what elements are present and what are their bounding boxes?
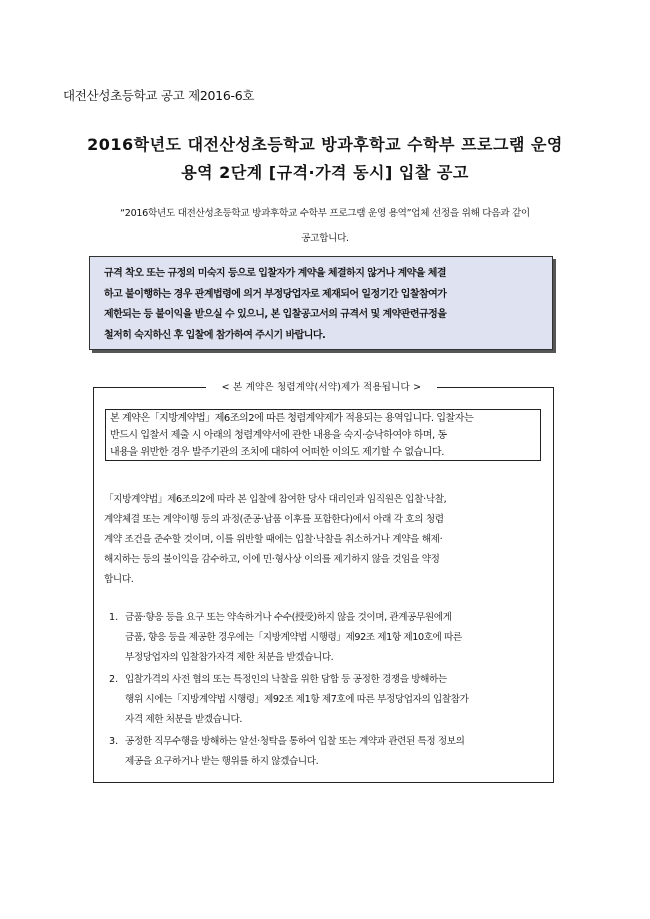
list-item-line: 자격 제한 처분을 받겠습니다. xyxy=(125,714,243,725)
integrity-contract-heading: < 본 계약은 청렴계약(서약)제가 적용됩니다 > xyxy=(206,380,437,396)
list-item-line: 부정당업자의 입찰참가자격 제한 처분을 받겠습니다. xyxy=(125,652,334,663)
integrity-contract-summary-box xyxy=(105,409,541,461)
list-item-line: 제공을 요구하거나 받는 행위를 하지 않겠습니다. xyxy=(125,756,319,767)
warning-notice-box xyxy=(89,256,553,350)
list-item-number: 2. xyxy=(109,674,119,685)
intro-text-line-1: “2016학년도 대전산성초등학교 방과후학교 수학부 프로그램 운영 용역”업체 선정을 위해 다음과 같이 xyxy=(120,208,530,219)
list-item-line: 입찰가격의 사전 협의 또는 특정인의 낙찰을 위한 담합 등 공정한 경쟁을 방해하는 xyxy=(125,674,447,685)
list-item-line: 행위 시에는「지방계약법 시행령」제92조 제1항 제7호에 따른 부정당업자의 입찰참가 xyxy=(125,694,469,705)
list-item xyxy=(109,732,549,772)
list-item xyxy=(109,608,549,668)
warning-line: 하고 불이행하는 경우 관계법령에 의거 부정당업자로 제재되어 일정기간 입찰참여가 xyxy=(104,288,447,300)
pledge-line: 「지방계약법」제6조의2에 따라 본 입찰에 참여한 당사 대리인과 임직원은 입찰·낙찰, xyxy=(104,494,447,505)
pledge-line: 합니다. xyxy=(104,574,134,585)
pledge-line: 계약체결 또는 계약이행 등의 과정(준공·납품 이후를 포함한다)에서 아래 각 호의 청렴 xyxy=(104,514,444,525)
list-item-line: 금품, 향응 등을 제공한 경우에는「지방계약법 시행령」제92조 제1항 제10호에 따른 xyxy=(125,632,462,643)
list-item-number: 3. xyxy=(109,736,119,747)
list-item-line: 공정한 직무수행을 방해하는 알선·청탁을 통하여 입찰 또는 계약과 관련된 특정 정보의 xyxy=(125,736,465,747)
pledge-paragraph xyxy=(104,490,544,590)
list-item-line: 금품·향응 등을 요구 또는 약속하거나 수수(授受)하지 않을 것이며, 관계공무원에게 xyxy=(125,612,452,623)
summary-line: 내용을 위반한 경우 발주기관의 조치에 대하여 어떠한 이의도 제기할 수 없습니다. xyxy=(110,447,444,458)
integrity-contract-box xyxy=(93,382,554,783)
summary-line: 반드시 입찰서 제출 시 아래의 청렴계약서에 관한 내용을 숙지·승낙하여야 하며, 동 xyxy=(110,430,447,441)
warning-line: 제한되는 등 불이익을 받으실 수 있으니, 본 입찰공고서의 규격서 및 계약관련규정을 xyxy=(104,309,447,320)
warning-line: 규격 착오 또는 규정의 미숙지 등으로 입찰자가 계약을 체결하지 않거나 계약을 체결 xyxy=(104,268,446,279)
list-item xyxy=(109,670,549,730)
warning-line: 철저히 숙지하신 후 입찰에 참가하여 주시기 바랍니다. xyxy=(104,329,326,341)
summary-line: 본 계약은「지방계약법」제6조의2에 따른 청렴계약제가 적용되는 용역입니다. 입찰자는 xyxy=(110,413,474,424)
list-item-number: 1. xyxy=(109,612,119,623)
notice-number: 대전산성초등학교 공고 제2016-6호 xyxy=(63,88,255,103)
page-title-line-2: 용역 2단계 [규격·가격 동시] 입찰 공고 xyxy=(181,163,469,182)
intro-text-line-2: 공고합니다. xyxy=(301,233,349,244)
pledge-conditions-list xyxy=(109,608,549,774)
page-title-line-1: 2016학년도 대전산성초등학교 방과후학교 수학부 프로그램 운영 xyxy=(87,135,563,154)
pledge-line: 계약 조건을 준수할 것이며, 이를 위반할 때에는 입찰·낙찰을 취소하거나 계약을 해제· xyxy=(104,534,443,545)
pledge-line: 해지하는 등의 불이익을 감수하고, 이에 민·형사상 이의를 제기하지 않을 것임을 약정 xyxy=(104,554,440,565)
